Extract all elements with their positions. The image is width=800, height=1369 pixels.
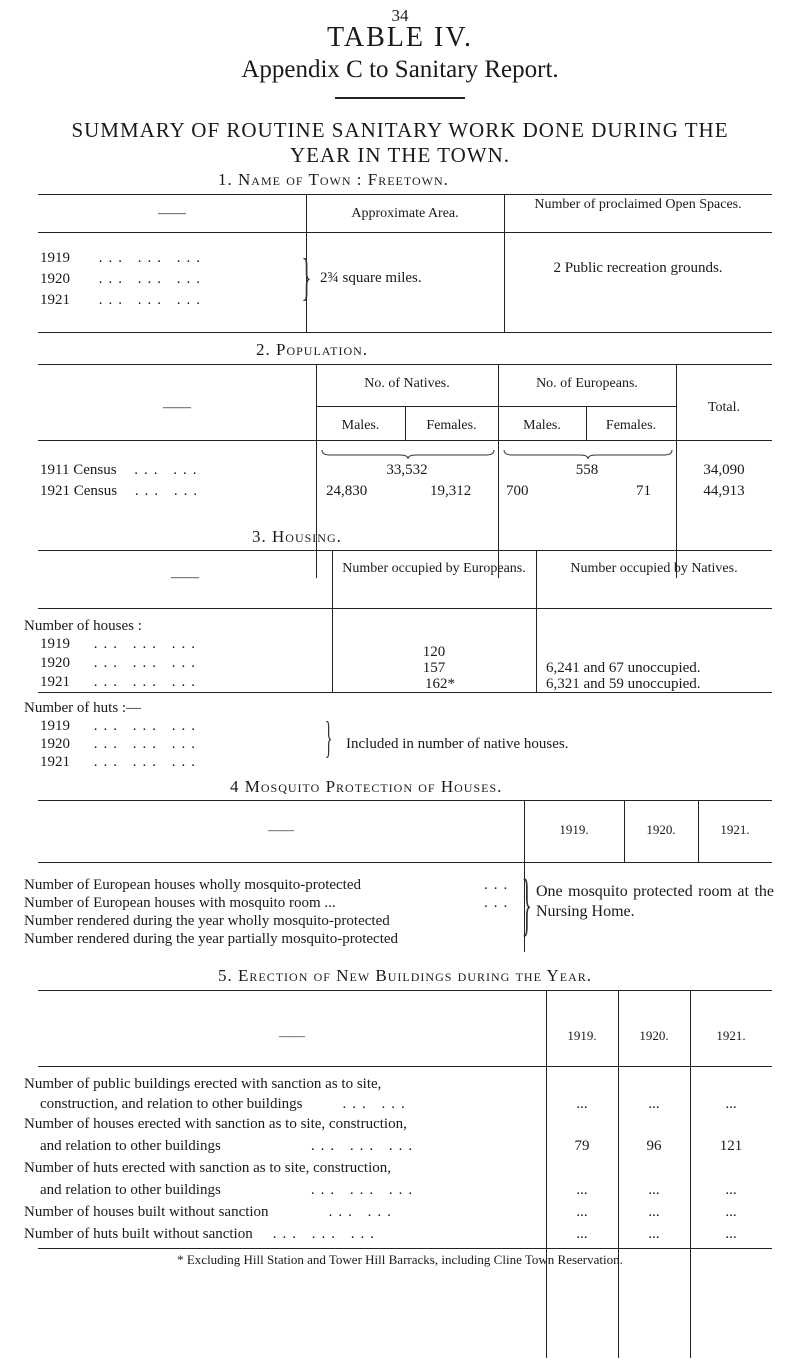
s1-col-blank: ——	[158, 206, 186, 221]
s5-col-1920: 1920.	[639, 1028, 669, 1043]
section5-title: 5. Erection of New Buildings during the Year.	[218, 966, 593, 985]
s2-euro-males-hdr: Males.	[523, 418, 561, 433]
s3-col-natives: Number occupied by Natives.	[570, 561, 738, 576]
s1-brace: }	[301, 249, 312, 306]
s4-row-2: Number of European houses with mosquito room ...	[24, 895, 336, 911]
s5-row2-line1: Number of houses erected with sanction as to site, construction,	[24, 1116, 407, 1132]
s5-row1-line2: construction, and relation to other buildings ... ...	[40, 1096, 411, 1112]
page-number: 34	[391, 6, 409, 25]
s1-open-value: 2 Public recreation grounds.	[553, 260, 723, 276]
s3-house-1920: 1920 ... ... ...	[40, 655, 201, 671]
s3-1919-europeans: 120	[422, 644, 446, 660]
s1-year-1921: 1921 ... ... ...	[40, 292, 206, 308]
s1-col-area: Approximate Area.	[351, 206, 459, 221]
s2-1911-natives: 33,532	[386, 462, 428, 478]
s4-col-1920: 1920.	[646, 822, 676, 837]
s2-1921-euro-males: 700	[506, 483, 529, 499]
s5-col-1921: 1921.	[716, 1028, 746, 1043]
s3-hut-1920: 1920 ... ... ...	[40, 736, 201, 752]
s2-1921-total: 44,913	[703, 483, 745, 499]
s2-col-total: Total.	[707, 400, 741, 415]
s5-row1-1920: ...	[648, 1096, 660, 1112]
s3-col-europeans: Number occupied by Europeans.	[342, 561, 526, 576]
s2-native-underbrace	[320, 448, 496, 460]
s2-1921-native-males: 24,830	[326, 483, 368, 499]
s5-col-blank: ——	[279, 1028, 305, 1043]
s4-note: One mosquito protected room at the Nursing Home.	[536, 883, 774, 920]
s4-row-3: Number rendered during the year wholly mosquito-protected	[24, 913, 390, 929]
s5-row4-1919: ...	[576, 1204, 588, 1220]
s3-col-blank: ——	[171, 570, 199, 585]
s5-col-1919: 1919.	[567, 1028, 597, 1043]
s3-houses-label: Number of houses :	[24, 618, 142, 634]
s3-huts-brace: }	[324, 713, 333, 762]
s2-native-females-hdr: Females.	[426, 418, 477, 433]
s4-brace: }	[521, 866, 532, 943]
s5-row4-line1: Number of houses built without sanction ... ...	[24, 1204, 397, 1220]
s1-year-1919: 1919 ... ... ...	[40, 250, 206, 266]
s4-col-blank: ——	[268, 822, 294, 837]
s3-1920-natives: 6,241 and 67 unoccupied.	[546, 660, 701, 676]
s4-row-1: Number of European houses wholly mosquito-protected	[24, 877, 362, 893]
s5-row5-1919: ...	[576, 1226, 588, 1242]
s5-row1-line1: Number of public buildings erected with sanction as to site,	[24, 1076, 382, 1092]
section3-title: 3. Housing.	[252, 527, 342, 546]
s2-euro-females-hdr: Females.	[605, 418, 657, 433]
s3-huts-note: Included in number of native houses.	[346, 736, 569, 752]
s2-row-1921-label: 1921 Census ... ...	[40, 483, 204, 499]
s5-row2-1920: 96	[646, 1138, 662, 1154]
table-title: TABLE IV.	[327, 22, 473, 53]
footnote: * Excluding Hill Station and Tower Hill Barracks, including Cline Town Reservation.	[177, 1252, 623, 1267]
s2-euro-underbrace	[502, 448, 674, 460]
s1-area-value: 2¾ square miles.	[320, 270, 422, 286]
s2-row-1911-label: 1911 Census ... ...	[40, 462, 203, 478]
section1-title: 1. Name of Town : Freetown.	[218, 170, 449, 189]
s2-1921-native-females: 19,312	[430, 483, 472, 499]
s5-row3-line2: and relation to other buildings ... ... ...	[40, 1182, 419, 1198]
s3-1921-europeans: 162*	[425, 676, 455, 692]
s4-row-4: Number rendered during the year partially mosquito-protected	[24, 931, 399, 947]
s5-row3-1919: ...	[576, 1182, 588, 1198]
s5-row2-1919: 79	[574, 1138, 590, 1154]
s2-1911-europeans: 558	[575, 462, 599, 478]
s5-row4-1920: ...	[648, 1204, 660, 1220]
s5-row1-1919: ...	[576, 1096, 588, 1112]
s3-hut-1919: 1919 ... ... ...	[40, 718, 201, 734]
section2-title: 2. Population.	[256, 340, 369, 359]
s1-col-open: Number of proclaimed Open Spaces.	[534, 197, 742, 212]
s2-col-europeans: No. of Europeans.	[536, 376, 638, 391]
section4-title: 4 Mosquito Protection of Houses.	[230, 777, 503, 796]
s2-1921-euro-females: 71	[636, 483, 651, 499]
s3-huts-label: Number of huts :—	[24, 700, 142, 716]
s3-house-1921: 1921 ... ... ...	[40, 674, 201, 690]
s1-year-1920: 1920 ... ... ...	[40, 271, 206, 287]
s5-row5-1920: ...	[648, 1226, 660, 1242]
table-subtitle: Appendix C to Sanitary Report.	[241, 56, 559, 83]
s5-row5-line1: Number of huts built without sanction ... ... ...	[24, 1226, 380, 1242]
s5-row5-1921: ...	[725, 1226, 737, 1242]
s5-row3-1921: ...	[725, 1182, 737, 1198]
s3-1921-natives: 6,321 and 59 unoccupied.	[546, 676, 701, 692]
s3-1920-europeans: 157	[422, 660, 446, 676]
summary-heading-line2: YEAR IN THE TOWN.	[290, 143, 510, 167]
s5-row1-1921: ...	[725, 1096, 737, 1112]
s3-house-1919: 1919 ... ... ...	[40, 636, 201, 652]
summary-heading-line1: SUMMARY OF ROUTINE SANITARY WORK DONE DURING THE	[71, 118, 729, 142]
s2-1911-total: 34,090	[703, 462, 745, 478]
s3-hut-1921: 1921 ... ... ...	[40, 754, 201, 770]
s5-row3-line1: Number of huts erected with sanction as to site, construction,	[24, 1160, 391, 1176]
s4-col-1921: 1921.	[720, 822, 750, 837]
s2-col-natives: No. of Natives.	[364, 376, 450, 391]
s2-col-blank: ——	[163, 400, 191, 415]
s5-row3-1920: ...	[648, 1182, 660, 1198]
s5-row2-1921: 121	[719, 1138, 743, 1154]
s2-native-males-hdr: Males.	[341, 418, 380, 433]
s5-row4-1921: ...	[725, 1204, 737, 1220]
s4-col-1919: 1919.	[559, 822, 589, 837]
s5-row2-line2: and relation to other buildings ... ... ...	[40, 1138, 419, 1154]
